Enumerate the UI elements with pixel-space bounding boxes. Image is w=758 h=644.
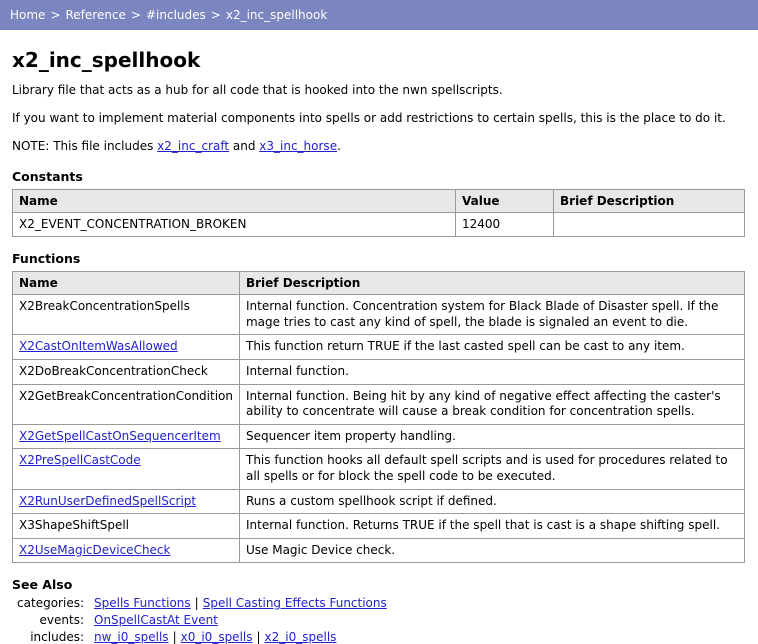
breadcrumb-separator: > — [50, 8, 61, 22]
note-suffix: . — [337, 139, 341, 154]
function-name — [13, 538, 240, 563]
table-row — [13, 335, 745, 360]
function-brief: Use Magic Device check. — [239, 538, 744, 563]
note-mid: and — [229, 139, 260, 154]
breadcrumb-item-home[interactable]: Home — [10, 8, 46, 22]
column-header-value: Value — [456, 189, 554, 212]
see-also-label-categories: categories: — [17, 596, 84, 611]
function-brief: This function return TRUE if the last casted spell can be cast to any item. — [239, 335, 744, 360]
column-header-brief: Brief Description — [239, 272, 744, 295]
see-also-row-categories — [12, 596, 746, 610]
constants-section-title: Constants — [12, 168, 83, 184]
page-description-2: If you want to implement material components into spells or add restrictions to certain spells, this is the place to do it. — [12, 111, 726, 126]
note-prefix: NOTE: This file includes — [12, 139, 158, 154]
function-name — [13, 489, 240, 514]
breadcrumb-item-current: x2_inc_spellhook — [225, 8, 328, 22]
see-also-label-events: events: — [39, 613, 84, 628]
see-also-row-includes — [12, 630, 746, 644]
page-content — [0, 30, 758, 644]
page-description-1: Library file that acts as a hub for all code that is hooked into the nwn spellscripts. — [12, 83, 503, 97]
link-x0-i0-spells[interactable]: x0_i0_spells — [180, 630, 253, 644]
link-spells-functions[interactable]: Spells Functions — [94, 596, 191, 611]
constants-table — [12, 189, 745, 238]
table-row — [13, 295, 745, 335]
see-also-links-categories — [94, 596, 387, 610]
column-header-name: Name — [13, 272, 240, 295]
function-link[interactable]: X2UseMagicDeviceCheck — [19, 542, 171, 557]
table-row — [13, 359, 745, 384]
see-also-row-events — [12, 613, 746, 627]
breadcrumb-separator: > — [130, 8, 141, 22]
link-nw-i0-spells[interactable]: nw_i0_spells — [94, 630, 169, 644]
functions-section-title: Functions — [12, 251, 81, 267]
see-also-title: See Also — [12, 577, 73, 593]
function-name — [13, 449, 240, 489]
function-name: X2BreakConcentrationSpells — [13, 295, 240, 335]
table-row — [13, 514, 745, 539]
function-link[interactable]: X2RunUserDefinedSpellScript — [19, 493, 197, 508]
breadcrumb-separator: > — [210, 8, 221, 22]
link-onspellcastat-event[interactable]: OnSpellCastAt Event — [94, 613, 218, 628]
constant-value: 12400 — [456, 212, 554, 237]
function-link[interactable]: X2GetSpellCastOnSequencerItem — [19, 428, 221, 443]
breadcrumb — [0, 0, 758, 30]
link-spell-casting-effects-functions[interactable]: Spell Casting Effects Functions — [202, 596, 387, 611]
functions-table — [12, 271, 745, 563]
constant-name: X2_EVENT_CONCENTRATION_BROKEN — [13, 212, 456, 237]
function-brief: Internal function. — [239, 359, 744, 384]
page-note — [12, 138, 746, 154]
link-x3-inc-horse[interactable]: x3_inc_horse — [259, 139, 338, 154]
link-separator: | — [256, 630, 261, 644]
column-header-name: Name — [13, 189, 456, 212]
function-name: X2GetBreakConcentrationCondition — [13, 384, 240, 424]
breadcrumb-item-includes[interactable]: #includes — [146, 8, 206, 22]
see-also-label-includes: includes: — [30, 630, 84, 644]
link-x2-i0-spells[interactable]: x2_i0_spells — [264, 630, 337, 644]
function-link[interactable]: X2CastOnItemWasAllowed — [19, 339, 178, 354]
link-separator: | — [194, 596, 199, 611]
page-title: x2_inc_spellhook — [12, 48, 201, 72]
constant-brief — [554, 212, 745, 237]
function-brief: Runs a custom spellhook script if defined. — [239, 489, 744, 514]
breadcrumb-item-reference[interactable]: Reference — [65, 8, 126, 22]
function-brief: This function hooks all default spell scripts and is used for procedures related to all spells or for block the spell code to be executed. — [239, 449, 744, 489]
see-also-links-events — [94, 613, 218, 627]
function-name — [13, 335, 240, 360]
link-separator: | — [172, 630, 177, 644]
function-link[interactable]: X2PreSpellCastCode — [19, 453, 141, 468]
function-name: X3ShapeShiftSpell — [13, 514, 240, 539]
link-x2-inc-craft[interactable]: x2_inc_craft — [157, 139, 230, 154]
table-header-row — [13, 272, 745, 295]
table-row — [13, 424, 745, 449]
function-name — [13, 424, 240, 449]
table-row — [13, 538, 745, 563]
function-name: X2DoBreakConcentrationCheck — [13, 359, 240, 384]
function-brief: Internal function. Being hit by any kind of negative effect affecting the caster's ability to concentrate will cause a break condition for concentration spells. — [239, 384, 744, 424]
table-row — [13, 384, 745, 424]
table-row — [13, 212, 745, 237]
see-also-section — [12, 577, 746, 644]
function-brief: Internal function. Concentration system for Black Blade of Disaster spell. If the mage tries to cast any kind of spell, the blade is signaled an event to die. — [239, 295, 744, 335]
table-row — [13, 449, 745, 489]
function-brief: Sequencer item property handling. — [239, 424, 744, 449]
column-header-brief: Brief Description — [554, 189, 745, 212]
see-also-links-includes — [94, 630, 336, 644]
table-row — [13, 489, 745, 514]
function-brief: Internal function. Returns TRUE if the spell that is cast is a shape shifting spell. — [239, 514, 744, 539]
table-header-row — [13, 189, 745, 212]
